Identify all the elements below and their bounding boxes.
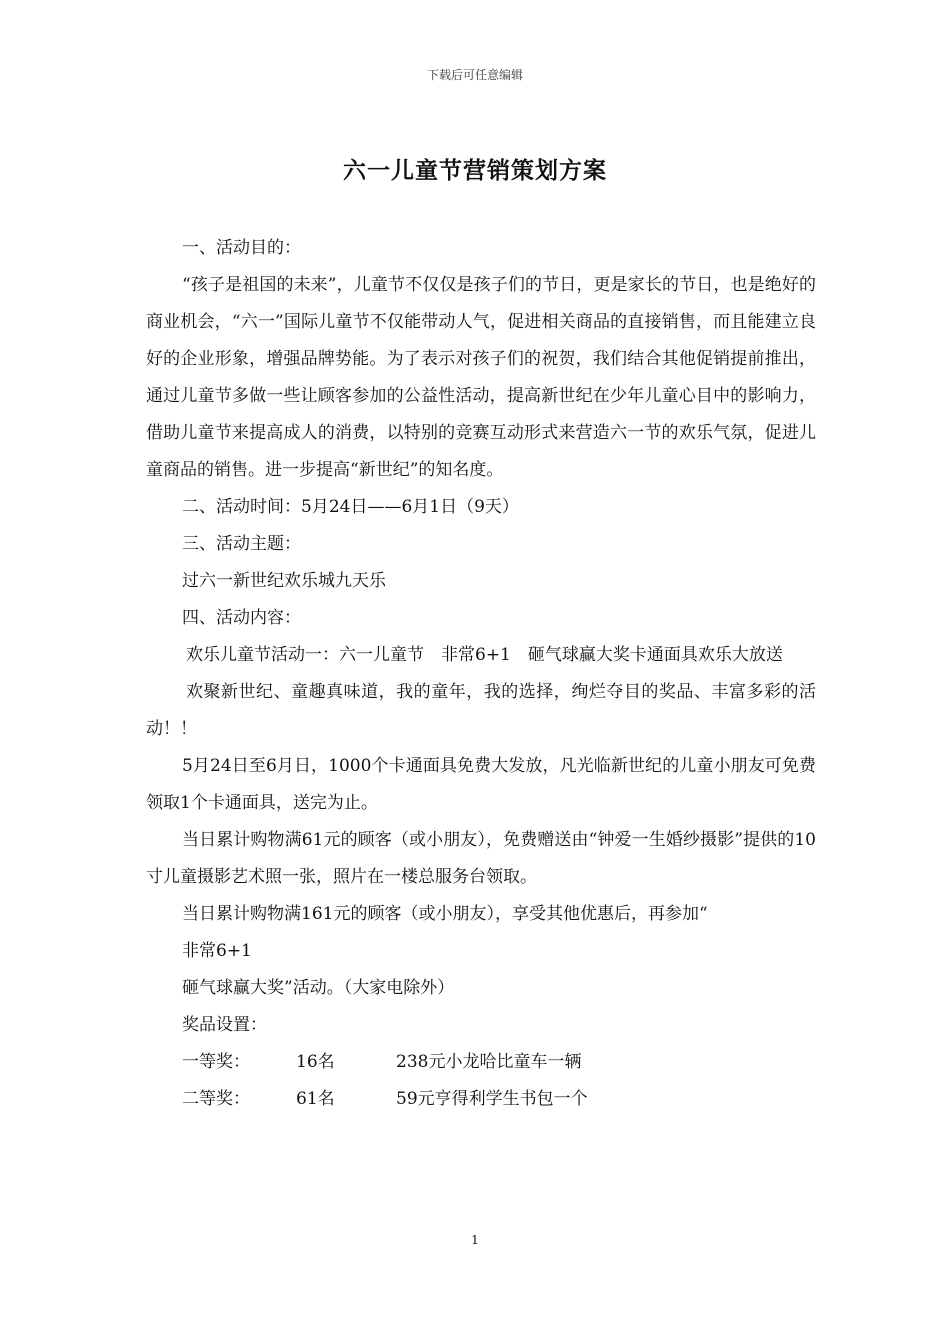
section-1-heading: 一、活动目的： xyxy=(182,238,301,258)
document-body xyxy=(146,230,816,1118)
page-number: 1 xyxy=(471,1233,479,1247)
section-3-heading: 三、活动主题： xyxy=(182,534,301,554)
activity-masks: 5月24日至6月日，1000个卡通面具免费大发放，凡光临新世纪的儿童小朋友可免费领取1个卡通面具，送完为止。 xyxy=(146,756,816,813)
section-4-heading: 四、活动内容： xyxy=(182,608,301,628)
prize-level: 一等奖： xyxy=(182,1052,250,1072)
prize-row xyxy=(146,1044,816,1081)
page-header-note: 下载后可任意编辑 xyxy=(426,68,523,82)
activity-balloon-line-2: 非常6+1 xyxy=(182,941,252,961)
document-title: 六一儿童节营销策划方案 xyxy=(343,157,607,184)
prize-heading: 奖品设置： xyxy=(182,1015,267,1035)
section-1-body: “孩子是祖国的未来”，儿童节不仅仅是孩子们的节日，更是家长的节日，也是绝好的商业机会，“六一”国际儿童节不仅能带动人气，促进相关商品的直接销售，而且能建立良好的企业形象，增强品牌势能。为了表示对孩子们的祝贺，我们结合其他促销提前推出，通过儿童节多做一些让顾客参加的公益性活动，提高新世纪在少年儿童心目中的影响力，借助儿童节来提高成人的消费，以特别的竞赛互动形式来营造六一节的欢乐气氛，促进儿童商品的销售。进一步提高“新世纪”的知名度。 xyxy=(146,275,816,480)
prize-item: 238元小龙哈比童车一辆 xyxy=(396,1052,582,1072)
section-3-theme: 过六一新世纪欢乐城九天乐 xyxy=(182,571,386,591)
activity-balloon-line-3: 砸气球赢大奖”活动。（大家电除外） xyxy=(182,978,455,998)
activity-balloon-line-1: 当日累计购物满161元的顾客（或小朋友），享受其他优惠后，再参加“ xyxy=(182,904,708,924)
section-2-time: 二、活动时间：5月24日——6月1日（9天） xyxy=(182,497,519,517)
prize-level: 二等奖： xyxy=(182,1089,250,1109)
prize-count: 16名 xyxy=(296,1052,335,1072)
prize-count: 61名 xyxy=(296,1089,335,1109)
prize-item: 59元亨得利学生书包一个 xyxy=(396,1089,588,1109)
prize-row xyxy=(146,1081,816,1118)
activity-1-title: 欢乐儿童节活动一：六一儿童节 非常6+1 砸气球赢大奖卡通面具欢乐大放送 xyxy=(186,645,783,665)
activity-slogan: 欢聚新世纪、童趣真味道，我的童年，我的选择，绚烂夺目的奖品、丰富多彩的活动！！ xyxy=(146,682,816,739)
activity-photo: 当日累计购物满61元的顾客（或小朋友），免费赠送由“钟爱一生婚纱摄影”提供的10寸儿童摄影艺术照一张，照片在一楼总服务台领取。 xyxy=(146,830,816,887)
